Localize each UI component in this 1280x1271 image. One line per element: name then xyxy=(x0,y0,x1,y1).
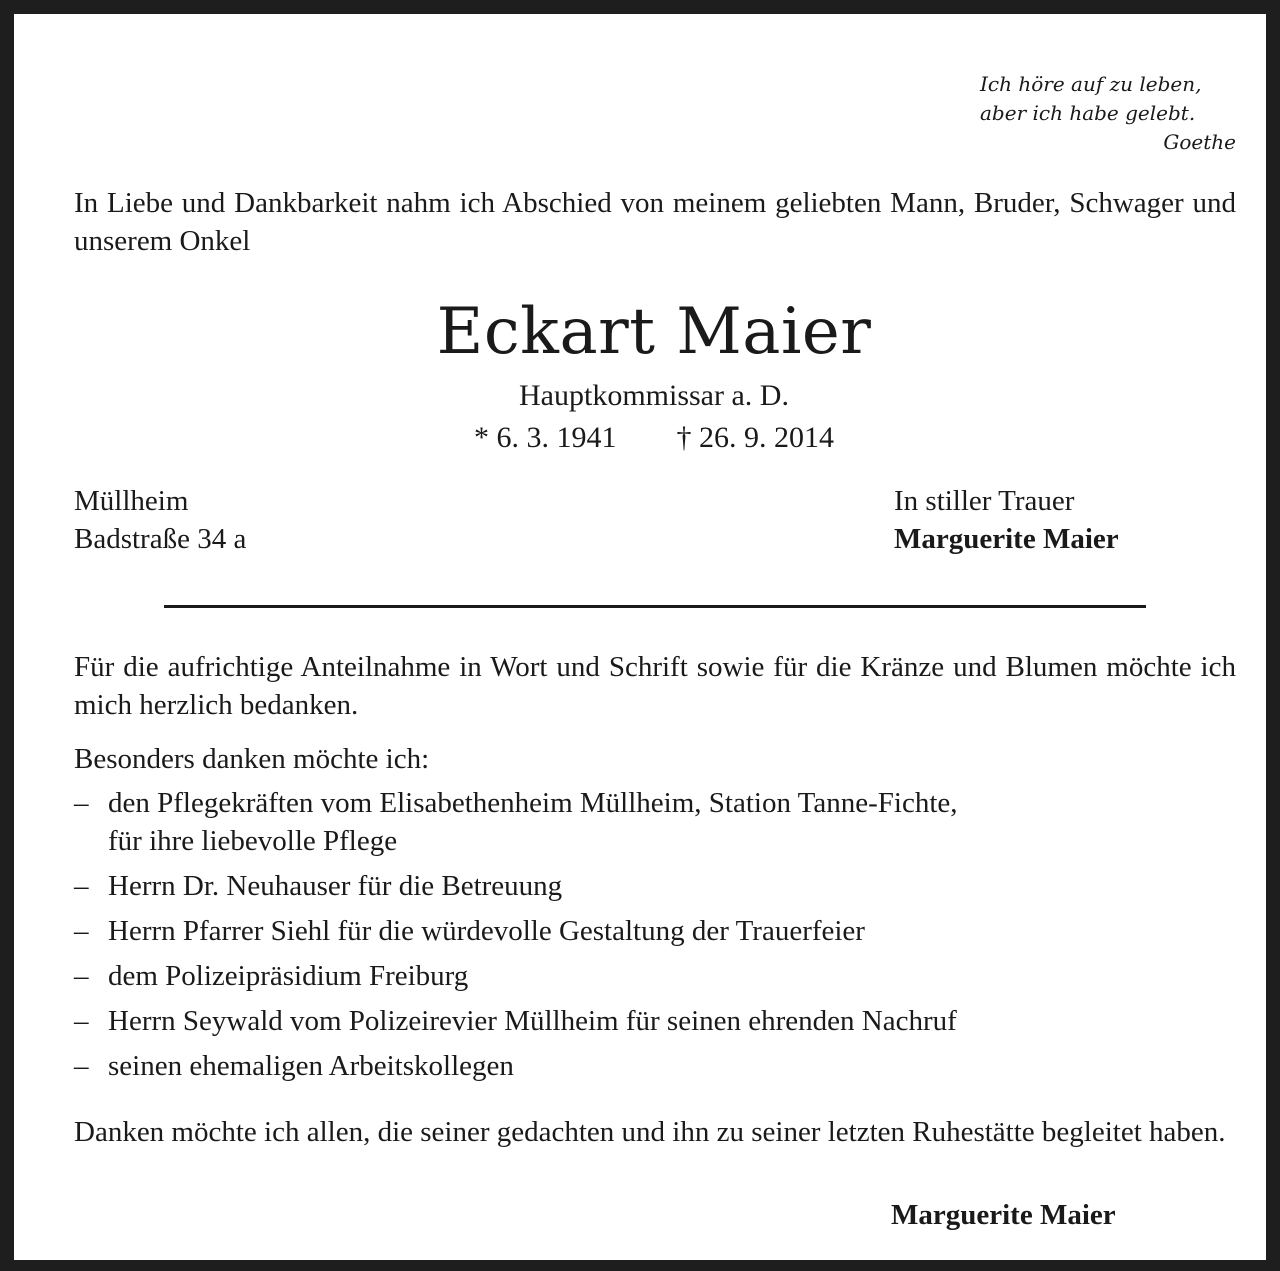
address-city: Müllheim xyxy=(74,485,189,517)
list-item-text: Herrn Pfarrer Siehl für die würdevolle Gestaltung der Trauerfeier xyxy=(108,915,865,947)
death-date: † 26. 9. 2014 xyxy=(676,421,834,454)
quote-line-2: aber ich habe gelebt. xyxy=(980,101,1196,125)
life-dates xyxy=(14,418,1280,458)
list-item xyxy=(74,1002,1236,1040)
dash-marker: – xyxy=(74,1050,89,1082)
dash-marker: – xyxy=(74,915,89,947)
list-item xyxy=(74,867,1236,905)
list-item-text: den Pflegekräften vom Elisabethenheim Müllheim, Station Tanne-Fichte, xyxy=(108,787,958,819)
list-item xyxy=(74,1047,1236,1085)
address-street: Badstraße 34 a xyxy=(74,523,247,555)
goethe-quote xyxy=(980,70,1236,157)
list-item-text: Herrn Seywald vom Polizeirevier Müllheim für seinen ehrenden Nachruf xyxy=(108,1005,957,1037)
deceased-name: Eckart Maier xyxy=(436,295,872,369)
list-item-text: seinen ehemaligen Arbeitskollegen xyxy=(108,1050,514,1082)
mourners-name: Marguerite Maier xyxy=(894,523,1119,555)
list-item-text: Herrn Dr. Neuhauser für die Betreuung xyxy=(108,870,563,902)
closing-text: Danken möchte ich allen, die seiner gedachten und ihn zu seiner letzten Ruhestätte begleitet haben. xyxy=(74,1116,1226,1148)
mourners-block xyxy=(894,482,1119,558)
intro-text: In Liebe und Dankbarkeit nahm ich Abschied von meinem geliebten Mann, Bruder, Schwager und unserem Onkel xyxy=(74,187,1236,257)
thanks-intro: Für die aufrichtige Anteilnahme in Wort und Schrift sowie für die Kränze und Blumen möchte ich mich herzlich bedanken. xyxy=(74,651,1236,721)
deceased-title: Hauptkommissar a. D. xyxy=(519,379,789,412)
thanks-besonders: Besonders danken möchte ich: xyxy=(74,743,430,775)
dash-marker: – xyxy=(74,787,89,819)
list-item-text-cont: für ihre liebevolle Pflege xyxy=(108,825,398,857)
dash-marker: – xyxy=(74,1005,89,1037)
birth-date: * 6. 3. 1941 xyxy=(474,421,617,454)
signature: Marguerite Maier xyxy=(891,1199,1116,1231)
mourners-label: In stiller Trauer xyxy=(894,485,1075,517)
list-item xyxy=(74,957,1236,995)
dash-marker: – xyxy=(74,870,89,902)
dash-marker: – xyxy=(74,960,89,992)
list-item-text: dem Polizeipräsidium Freiburg xyxy=(108,960,469,992)
quote-author: Goethe xyxy=(1163,130,1236,154)
list-item xyxy=(74,912,1236,950)
address-block xyxy=(74,482,246,558)
list-item xyxy=(74,784,1236,860)
thanks-list xyxy=(74,784,1236,1092)
quote-line-1: Ich höre auf zu leben, xyxy=(980,72,1202,96)
divider-line xyxy=(164,605,1146,608)
